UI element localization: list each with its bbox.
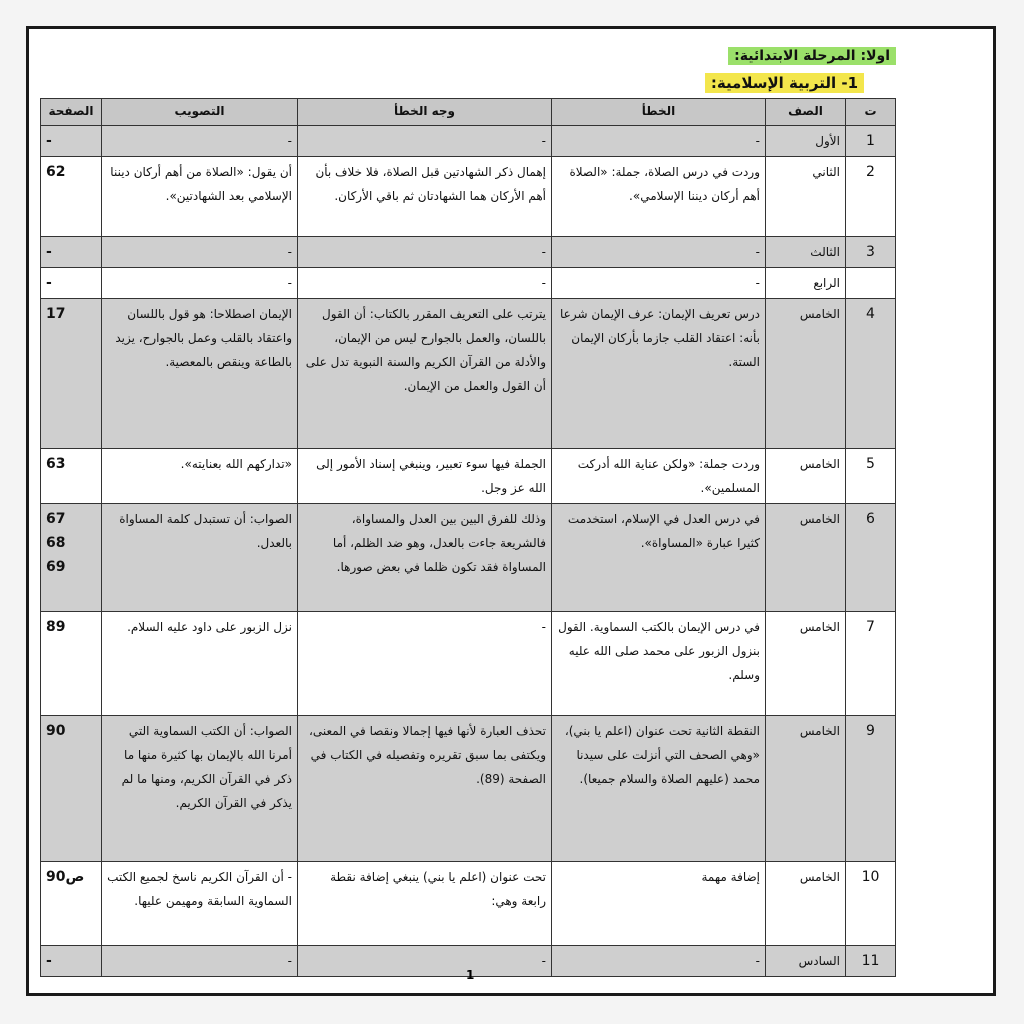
cell-num: 1 bbox=[846, 126, 896, 157]
table-row bbox=[41, 862, 896, 946]
cell-page: - bbox=[41, 237, 102, 268]
cell-num: 7 bbox=[846, 612, 896, 716]
cell-error: - bbox=[552, 237, 766, 268]
cell-error: النقطة الثانية تحت عنوان (اعلم يا بني)، «وهي الصحف التي أنزلت على سيدنا محمد (عليهم الصلاة والسلام جميعا). bbox=[552, 716, 766, 862]
cell-reason: وذلك للفرق البين بين العدل والمساواة، فالشريعة جاءت بالعدل، وهو ضد الظلم، أما المساواة فقد تكون ظلما في بعض صورها. bbox=[298, 504, 552, 612]
cell-correction: - bbox=[102, 126, 298, 157]
cell-correction: - bbox=[102, 237, 298, 268]
col-header-reason: وجه الخطأ bbox=[298, 99, 552, 126]
cell-correction: الصواب: أن الكتب السماوية التي أمرنا الله بالإيمان بها كثيرة منها ما ذكر في القرآن الكريم، ومنها ما لم يذكر في القرآن الكريم. bbox=[102, 716, 298, 862]
subject-heading: 1- التربية الإسلامية: bbox=[705, 73, 864, 93]
table-row bbox=[41, 126, 896, 157]
cell-page: - bbox=[41, 126, 102, 157]
cell-reason: - bbox=[298, 946, 552, 977]
cell-num: 5 bbox=[846, 449, 896, 504]
cell-page: 63 bbox=[41, 449, 102, 504]
cell-grade: الخامس bbox=[766, 504, 846, 612]
cell-correction: الصواب: أن تستبدل كلمة المساواة بالعدل. bbox=[102, 504, 298, 612]
cell-error: في درس الإيمان بالكتب السماوية. القول بنزول الزبور على محمد صلى الله عليه وسلم. bbox=[552, 612, 766, 716]
cell-correction: الإيمان اصطلاحا: هو قول باللسان واعتقاد بالقلب وعمل بالجوارح، يزيد بالطاعة وينقص بالمعصية. bbox=[102, 299, 298, 449]
col-header-error: الخطأ bbox=[552, 99, 766, 126]
cell-correction: - أن القرآن الكريم ناسخ لجميع الكتب السماوية السابقة ومهيمن عليها. bbox=[102, 862, 298, 946]
cell-page: 17 bbox=[41, 299, 102, 449]
cell-page: - bbox=[41, 268, 102, 299]
cell-correction: - bbox=[102, 268, 298, 299]
cell-num: 3 bbox=[846, 237, 896, 268]
table-row bbox=[41, 299, 896, 449]
cell-reason: إهمال ذكر الشهادتين قبل الصلاة، فلا خلاف بأن أهم الأركان هما الشهادتان ثم باقي الأركان. bbox=[298, 157, 552, 237]
col-header-grade: الصف bbox=[766, 99, 846, 126]
errata-table bbox=[40, 98, 896, 977]
cell-correction: نزل الزبور على داود عليه السلام. bbox=[102, 612, 298, 716]
cell-num: 9 bbox=[846, 716, 896, 862]
col-header-correction: التصويب bbox=[102, 99, 298, 126]
cell-error: إضافة مهمة bbox=[552, 862, 766, 946]
cell-error: - bbox=[552, 268, 766, 299]
cell-grade: الخامس bbox=[766, 299, 846, 449]
cell-reason: - bbox=[298, 612, 552, 716]
table-row bbox=[41, 449, 896, 504]
cell-reason: الجملة فيها سوء تعبير، وينبغي إسناد الأمور إلى الله عز وجل. bbox=[298, 449, 552, 504]
cell-page: - bbox=[41, 946, 102, 977]
table-row bbox=[41, 612, 896, 716]
col-header-page: الصفحة bbox=[41, 99, 102, 126]
table-row bbox=[41, 237, 896, 268]
header-row bbox=[41, 99, 896, 126]
cell-page: ص90 bbox=[41, 862, 102, 946]
cell-page: 89 bbox=[41, 612, 102, 716]
table-row bbox=[41, 268, 896, 299]
cell-error: في درس العدل في الإسلام، استخدمت كثيرا عبارة «المساواة». bbox=[552, 504, 766, 612]
table-row bbox=[41, 716, 896, 862]
cell-reason: - bbox=[298, 126, 552, 157]
cell-grade: الخامس bbox=[766, 716, 846, 862]
cell-grade: الخامس bbox=[766, 862, 846, 946]
cell-reason: - bbox=[298, 268, 552, 299]
cell-error: - bbox=[552, 946, 766, 977]
cell-error: وردت جملة: «ولكن عناية الله أدركت المسلمين». bbox=[552, 449, 766, 504]
cell-reason: تحت عنوان (اعلم يا بني) ينبغي إضافة نقطة رابعة وهي: bbox=[298, 862, 552, 946]
cell-num: 4 bbox=[846, 299, 896, 449]
cell-correction: - bbox=[102, 946, 298, 977]
table-body bbox=[41, 126, 896, 977]
cell-num: 6 bbox=[846, 504, 896, 612]
cell-error: درس تعريف الإيمان: عرف الإيمان شرعا بأنه: اعتقاد القلب جازما بأركان الإيمان الستة. bbox=[552, 299, 766, 449]
cell-num: 10 bbox=[846, 862, 896, 946]
cell-grade: الأول bbox=[766, 126, 846, 157]
cell-num: 11 bbox=[846, 946, 896, 977]
cell-correction: «تداركهم الله بعنايته». bbox=[102, 449, 298, 504]
cell-grade: الثالث bbox=[766, 237, 846, 268]
cell-grade: الخامس bbox=[766, 612, 846, 716]
cell-error: وردت في درس الصلاة، جملة: «الصلاة أهم أركان ديننا الإسلامي». bbox=[552, 157, 766, 237]
cell-num bbox=[846, 268, 896, 299]
cell-page: 62 bbox=[41, 157, 102, 237]
cell-grade: الخامس bbox=[766, 449, 846, 504]
section-heading: اولا: المرحلة الابتدائية: bbox=[728, 47, 896, 65]
cell-reason: يترتب على التعريف المقرر بالكتاب: أن القول باللسان، والعمل بالجوارح ليس من الإيمان، والأدلة من القرآن الكريم والسنة النبوية تدل على أن القول والعمل من الإيمان. bbox=[298, 299, 552, 449]
cell-page: 90 bbox=[41, 716, 102, 862]
cell-page: 67 68 69 bbox=[41, 504, 102, 612]
table-row bbox=[41, 504, 896, 612]
cell-num: 2 bbox=[846, 157, 896, 237]
cell-reason: تحذف العبارة لأنها فيها إجمالا ونقصا في المعنى، ويكتفى بما سبق تقريره وتفصيله في الكتاب في الصفحة (89). bbox=[298, 716, 552, 862]
cell-error: - bbox=[552, 126, 766, 157]
table-row bbox=[41, 157, 896, 237]
cell-grade: السادس bbox=[766, 946, 846, 977]
cell-correction: أن يقول: «الصلاة من أهم أركان ديننا الإسلامي بعد الشهادتين». bbox=[102, 157, 298, 237]
col-header-num: ت bbox=[846, 99, 896, 126]
cell-reason: - bbox=[298, 237, 552, 268]
cell-grade: الثاني bbox=[766, 157, 846, 237]
page-number: 1 bbox=[466, 968, 475, 982]
cell-grade: الرابع bbox=[766, 268, 846, 299]
